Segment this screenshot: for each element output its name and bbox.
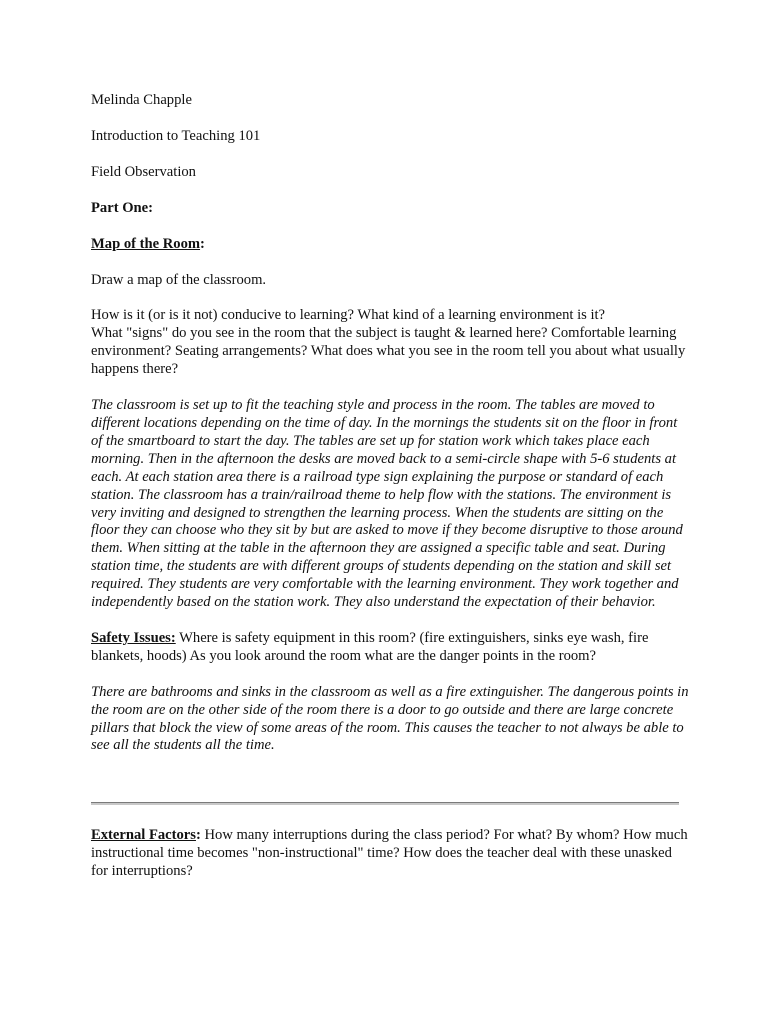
map-heading [91,236,691,254]
map-instruction: Draw a map of the classroom. [91,271,267,288]
external-question-text: How many interruptions during the class period? For what? By whom? How much instructional time becomes "non-instructional" time? How does the teacher deal with these unasked for interruptions? [91,827,688,879]
safety-answer: There are bathrooms and sinks in the classroom as well as a fire extinguisher. The dangerous points in the room are on the other side of the room there is a door to go outside and there are large concrete pillars that block the view of some areas of the room. This causes the teacher to not always be able to see all the students all the time. [91,683,689,754]
safety-question [91,630,691,666]
author-name: Melinda Chapple [91,92,192,108]
map-question-line-1: How is it (or is it not) conducive to learning? What kind of a learning environment is it? [91,307,606,324]
part-one-heading: Part One: [91,199,154,216]
map-questions [91,307,691,379]
external-label-colon: : [195,827,201,843]
document-page [91,92,691,755]
map-answer: The classroom is set up to fit the teaching style and process in the room. The tables are moved to different locations depending on the time of day. In the mornings the students sit on the floor in front of the smartboard to start the day. The tables are set up for station work which takes place each morning. Then in the afternoon the desks are moved back to a semi-circle shape with 5-6 students at each. At each station area there is a railroad type sign explaining the purpose or standard of each station. The classroom has a train/railroad theme to help flow with the stations. The environment is very inviting and designed to strengthen the learning process. When the students are sitting on the floor they can choose who they sit by but are asked to move if they become disruptive to those around them. When sitting at the table in the afternoon they are assigned a specific table and seat. During station time, the students are with different groups of students depending on the station and skill set required. They students are very comfortable with the learning environment. They work together and independently based on the station work. They also understand the expectation of their behavior. [91,397,683,611]
external-factors-section [91,827,691,881]
horizontal-divider [91,802,679,805]
safety-label: Safety Issues: [91,629,176,646]
safety-question-text: Where is safety equipment in this room? (fire extinguishers, sinks eye wash, fire blankets, hoods) As you look around the room what are the danger points in the room? [91,629,649,664]
external-label: External Factors [91,827,196,843]
map-heading-colon: : [200,235,205,252]
external-question [91,827,691,881]
assignment-title: Field Observation [91,163,196,180]
course-title: Introduction to Teaching 101 [91,127,261,144]
map-heading-text: Map of the Room [91,235,201,252]
map-question-line-2: What "signs" do you see in the room that the subject is taught & learned here? Comfortable learning environment? Seating arrangements? What does what you see in the room tell you about what usually happens there? [91,325,686,378]
